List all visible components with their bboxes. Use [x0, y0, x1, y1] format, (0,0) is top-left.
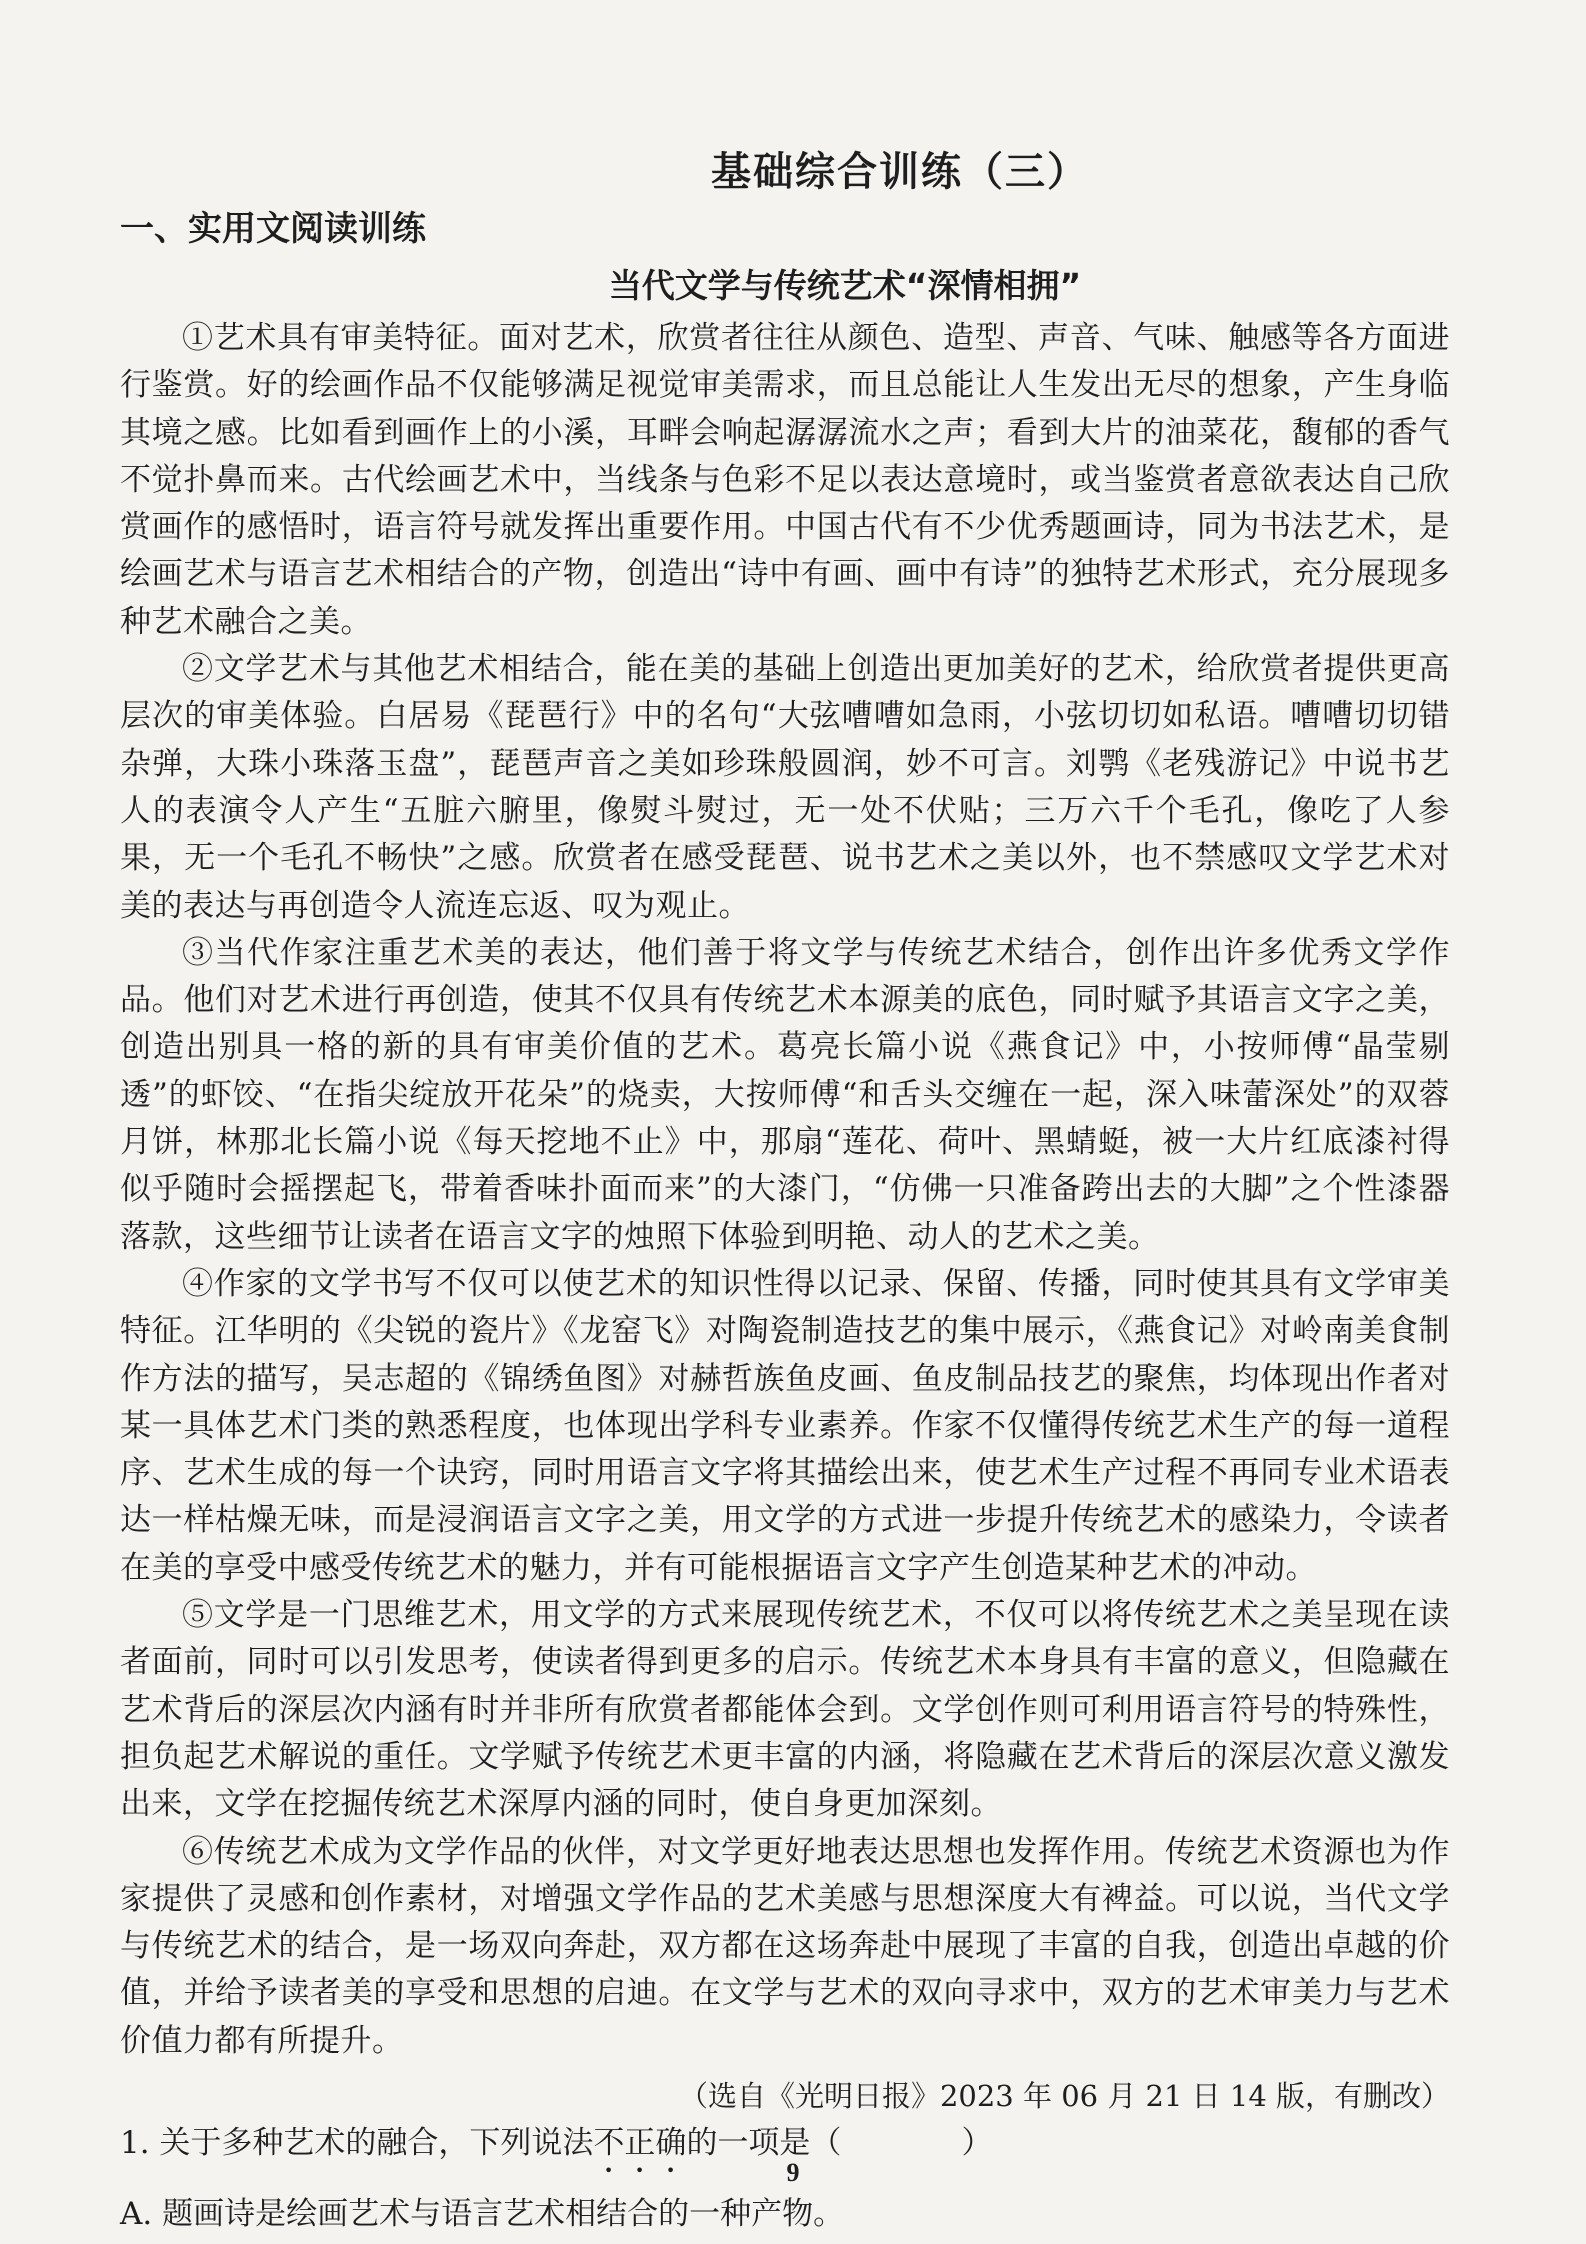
- question-close: ）: [961, 2124, 993, 2161]
- article-title: 当代文学与传统艺术“深情相拥”: [608, 266, 1082, 305]
- paragraph-1: ①艺术具有审美特征。面对艺术，欣赏者往往从颜色、造型、声音、气味、触感等各方面进行鉴赏。好的绘画作品不仅能够满足视觉审美需求，而且总能让人生发出无尽的想象，产生身临其境之感。比如看到画作上的小溪，耳畔会响起潺潺流水之声；看到大片的油菜花，馥郁的香气不觉扑鼻而来。古代绘画艺术中，当线条与色彩不足以表达意境时，或当鉴赏者意欲表达自己欣赏画作的感悟时，语言符号就发挥出重要作用。中国古代有不少优秀题画诗，同为书法艺术，是绘画艺术与语言艺术相结合的产物，创造出“诗中有画、画中有诗”的独特艺术形式，充分展现多种艺术融合之美。: [120, 320, 1450, 640]
- question-emphasis: 不正确: [593, 2124, 687, 2161]
- page-number: 9: [786, 2158, 800, 2187]
- source-citation: （选自《光明日报》2023 年 06 月 21 日 14 版，有删改）: [678, 2078, 1450, 2113]
- article-body: [120, 315, 1450, 2065]
- exercise-page: [120, 140, 1450, 2242]
- paragraph-2: ②文学艺术与其他艺术相结合，能在美的基础上创造出更加美好的艺术，给欣赏者提供更高层次的审美体验。白居易《琵琶行》中的名句“大弦嘈嘈如急雨，小弦切切如私语。嘈嘈切切错杂弹，大珠小珠落玉盘”，琵琶声音之美如珍珠般圆润，妙不可言。刘鹗《老残游记》中说书艺人的表演令人产生“五脏六腑里，像熨斗熨过，无一处不伏贴；三万六千个毛孔，像吃了人参果，无一个毛孔不畅快”之感。欣赏者在感受琵琶、说书艺术之美以外，也不禁感叹文学艺术对美的表达与再创造令人流连忘返、叹为观止。: [120, 651, 1450, 924]
- paragraph-3: ③当代作家注重艺术美的表达，他们善于将文学与传统艺术结合，创作出许多优秀文学作品。他们对艺术进行再创造，使其不仅具有传统艺术本源美的底色，同时赋予其语言文字之美，创造出别具一格的新的具有审美价值的艺术。葛亮长篇小说《燕食记》中，小按师傅“晶莹剔透”的虾饺、“在指尖绽放开花朵”的烧卖，大按师傅“和舌头交缠在一起，深入味蕾深处”的双蓉月饼，林那北长篇小说《每天挖地不止》中，那扇“莲花、荷叶、黑蜻蜓，被一大片红底漆衬得似乎随时会摇摆起飞，带着香味扑面而来”的大漆门，“仿佛一只准备跨出去的大脚”之个性漆器落款，这些细节让读者在语言文字的烛照下体验到明艳、动人的艺术之美。: [120, 934, 1450, 1255]
- section-heading: 一、实用文阅读训练: [120, 209, 426, 249]
- question-prefix: 1. 关于多种艺术的融合，下列说法: [120, 2124, 594, 2161]
- paragraph-4: ④作家的文学书写不仅可以使艺术的知识性得以记录、保留、传播，同时使其具有文学审美特征。江华明的《尖锐的瓷片》《龙窑飞》对陶瓷制造技艺的集中展示，《燕食记》对岭南美食制作方法的描写，吴志超的《锦绣鱼图》对赫哲族鱼皮画、鱼皮制品技艺的聚焦，均体现出作者对某一具体艺术门类的熟悉程度，也体现出学科专业素养。作家不仅懂得传统艺术生产的每一道程序、艺术生成的每一个诀窍，同时用语言文字将其描绘出来，使艺术生产过程不再同专业术语表达一样枯燥无味，而是浸润语言文字之美，用文学的方式进一步提升传统艺术的感染力，令读者在美的享受中感受传统艺术的魅力，并有可能根据语言文字产生创造某种艺术的冲动。: [120, 1265, 1450, 1586]
- paragraph-5: ⑤文学是一门思维艺术，用文学的方式来展现传统艺术，不仅可以将传统艺术之美呈现在读者面前，同时可以引发思考，使读者得到更多的启示。传统艺术本身具有丰富的意义，但隐藏在艺术背后的深层次内涵有时并非所有欣赏者都能体会到。文学创作则可利用语言符号的特殊性，担负起艺术解说的重任。文学赋予传统艺术更丰富的内涵，将隐藏在艺术背后的深层次意义激发出来，文学在挖掘传统艺术深厚内涵的同时，使自身更加深刻。: [120, 1597, 1450, 1823]
- paragraph-6: ⑥传统艺术成为文学作品的伙伴，对文学更好地表达思想也发挥作用。传统艺术资源也为作家提供了灵感和创作素材，对增强文学作品的艺术美感与思想深度大有裨益。可以说，当代文学与传统艺术的结合，是一场双向奔赴，双方都在这场奔赴中展现了丰富的自我，创造出卓越的价值，并给予读者美的享受和思想的启迪。在文学与艺术的双向寻求中，双方的艺术审美力与艺术价值力都有所提升。: [120, 1833, 1450, 2059]
- document-title: 基础综合训练（三）: [711, 149, 1089, 195]
- option-a: A. 题画诗是绘画艺术与语言艺术相结合的一种产物。: [120, 2195, 845, 2232]
- question-suffix: 的一项是（: [686, 2124, 842, 2161]
